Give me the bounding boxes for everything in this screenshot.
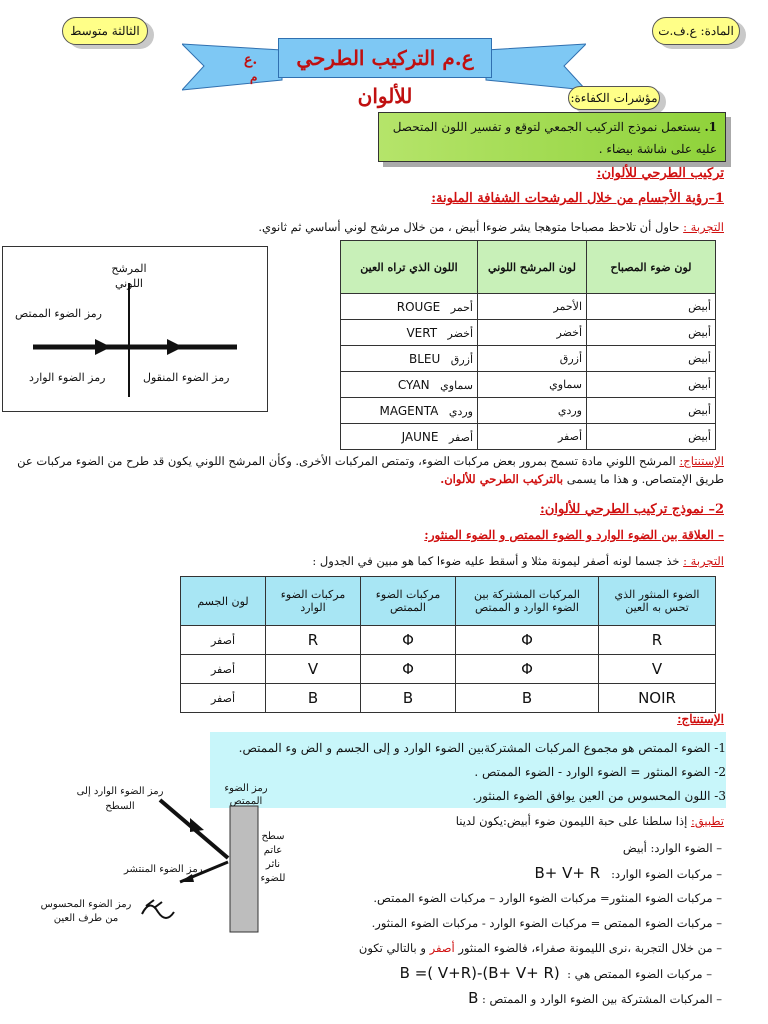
table-row xyxy=(341,398,716,424)
table-cell: أبيض xyxy=(587,320,716,346)
absorbed-label-2: رمز الضوء الممتص xyxy=(224,783,268,807)
application-list xyxy=(282,836,722,1011)
conclusion-point: 1- الضوء الممتص هو مجموع المركبات المشتركةبين الضوء الوارد و إلى الجسم و الض وء الممتص. xyxy=(238,741,726,755)
incident-label: رمز الضوء الوارد xyxy=(29,371,106,384)
table-row xyxy=(341,294,716,320)
table-header-row xyxy=(341,241,716,294)
table-cell: B xyxy=(361,684,456,713)
list-item: – مركبات الضوء المنثور= مركبات الضوء الوارد – مركبات الضوء الممتص. xyxy=(282,886,722,911)
title-banner xyxy=(182,36,586,108)
part2-experiment: التجربة : خذ جسما لونه أصفر ليمونة مثلا و أسقط عليه ضوءا كما هو مبين في الجدول : xyxy=(312,554,724,568)
table-cell: وردي MAGENTA xyxy=(341,398,478,424)
application: تطبيق: إذا سلطنا على حبة الليمون ضوء أبيض:يكون لدينا xyxy=(455,814,724,828)
table-row xyxy=(341,372,716,398)
table-header: المركبات المشتركة بين الضوء الوارد و الممتص xyxy=(456,577,599,626)
table-header-row xyxy=(181,577,716,626)
table-cell: أبيض xyxy=(587,372,716,398)
table-cell: أصفر xyxy=(478,424,587,450)
table-row xyxy=(181,655,716,684)
surface-diagram xyxy=(30,778,310,948)
filter-table xyxy=(340,240,716,450)
table-cell: Φ xyxy=(456,655,599,684)
table-cell: أبيض xyxy=(587,398,716,424)
scatter-table xyxy=(180,576,716,713)
table-cell: سماوي CYAN xyxy=(341,372,478,398)
table-row xyxy=(181,626,716,655)
table-cell: أزرق BLEU xyxy=(341,346,478,372)
incident-label-2: رمز الضوء الوارد إلى السطح xyxy=(76,786,164,812)
table-cell: R xyxy=(599,626,716,655)
table-cell: أبيض xyxy=(587,424,716,450)
indicator-box xyxy=(378,112,726,162)
table-header: اللون الذي تراه العين xyxy=(341,241,478,294)
absorbed-label: رمز الضوء الممتص xyxy=(15,307,102,320)
subject-badge xyxy=(652,17,740,45)
subject-label: المادة: ع.ف.ت xyxy=(658,24,734,38)
part1-conclusion: الإستنتاج: المرشح اللوني مادة تسمح بمرور بعض مركبات الضوء، وتمتص المركبات الأخرى. وكأن المرشح اللوني يكون قد طرح من الضوء مركبات عن طريق الإمتصاص. و هذا ما يسمى بالتركيب الطرحي للألوان. xyxy=(17,454,724,486)
table-header: لون الجسم xyxy=(181,577,266,626)
table-cell: أبيض xyxy=(587,346,716,372)
part2-conclusion-label: الإستنتاج: xyxy=(677,712,724,726)
conclusion-point: 2- الضوء المنثور = الضوء الوارد - الضوء الممتص . xyxy=(474,765,726,779)
table-cell: V xyxy=(599,655,716,684)
table-cell: Φ xyxy=(361,626,456,655)
table-header: لون ضوء المصباح xyxy=(587,241,716,294)
level-label: الثالثة متوسط xyxy=(70,24,140,38)
indicators-label: مؤشرات الكفاءة: xyxy=(568,86,660,110)
table-header: لون المرشح اللوني xyxy=(478,241,587,294)
level-badge xyxy=(62,17,148,45)
indicator-text: يستعمل نموذج التركيب الجمعي لتوقع و تفسير اللون المتحصل عليه على شاشة بيضاء . xyxy=(392,120,717,156)
list-item: – مركبات الضوء الممتص = مركبات الضوء الوارد - مركبات الضوء المنثور. xyxy=(282,911,722,936)
table-header: مركبات الضوء الممتص xyxy=(361,577,456,626)
experiment-label: التجربة : xyxy=(683,220,724,234)
filter-diagram xyxy=(2,246,268,412)
scattered-label: رمز الضوء المنتشر xyxy=(124,864,203,875)
list-item: – المركبات المشتركة بين الضوء الوارد و الممتص : B xyxy=(282,986,722,1011)
list-item: – مركبات الضوء الممتص هي : B =( V+R)-(B+ V+ R) xyxy=(282,961,722,986)
conclusion-point: 3- اللون المحسوس من العين يوافق الضوء المنثور. xyxy=(472,789,726,803)
table-cell: أصفر xyxy=(181,655,266,684)
part1-experiment xyxy=(204,218,724,236)
part2-heading: 2– نموذج تركيب الطرحي للألوان: xyxy=(540,502,724,517)
list-item: – الضوء الوارد: أبيض xyxy=(282,836,722,861)
table-cell: Φ xyxy=(456,626,599,655)
table-cell: أصفر xyxy=(181,684,266,713)
table-header: الضوء المنثور الذي تحس به العين xyxy=(599,577,716,626)
table-row xyxy=(341,346,716,372)
table-cell: أصفر JAUNE xyxy=(341,424,478,450)
experiment-text: حاول أن تلاحظ مصباحا متوهجا يشر ضوءا أبيض ، من خلال مرشح لوني أساسي ثم ثانوي. xyxy=(258,220,680,234)
table-header: مركبات الضوء الوارد xyxy=(266,577,361,626)
table-cell: الأحمر xyxy=(478,294,587,320)
table-cell: B xyxy=(266,684,361,713)
table-cell: أبيض xyxy=(587,294,716,320)
table-cell: R xyxy=(266,626,361,655)
transmitted-label: رمز الضوء المنقول xyxy=(143,371,230,384)
table-cell: NOIR xyxy=(599,684,716,713)
list-item: – مركبات الضوء الوارد: B+ V+ R xyxy=(282,861,722,886)
table-cell: Φ xyxy=(361,655,456,684)
table-row xyxy=(341,320,716,346)
table-row xyxy=(341,424,716,450)
table-cell: سماوي xyxy=(478,372,587,398)
side-mark-top: ع. xyxy=(244,52,258,68)
table-cell: أخضر xyxy=(478,320,587,346)
filter-label: المرشح اللوني xyxy=(111,262,147,290)
section-title: تركيب الطرحي للألوان: xyxy=(596,166,724,181)
table-cell: B xyxy=(456,684,599,713)
table-cell: أخضر VERT xyxy=(341,320,478,346)
part2-subheading: – العلاقة بين الضوء الوارد و الضوء الممتص و الضوء المنثور: xyxy=(424,528,724,542)
table-cell: وردي xyxy=(478,398,587,424)
table-row xyxy=(181,684,716,713)
table-cell: أزرق xyxy=(478,346,587,372)
surface-label: سطح عاتم ناثر للضوء xyxy=(260,831,286,884)
perceived-label: رمز الضوء المحسوس من طرف العين xyxy=(40,899,132,924)
table-cell: V xyxy=(266,655,361,684)
table-cell: أصفر xyxy=(181,626,266,655)
page-title: ع.م التركيب الطرحي للألوان xyxy=(278,38,492,78)
side-mark-bottom: م xyxy=(250,70,258,84)
part1-heading: 1–رؤية الأجسام من خلال المرشحات الشفافة الملونة: xyxy=(431,191,724,206)
table-cell: أحمر ROUGE xyxy=(341,294,478,320)
indicator-number: 1. xyxy=(704,120,717,134)
list-item: – من خلال التجربة ،نرى الليمونة صفراء، فالضوء المنثور أصفر و بالتالي تكون xyxy=(282,936,722,961)
